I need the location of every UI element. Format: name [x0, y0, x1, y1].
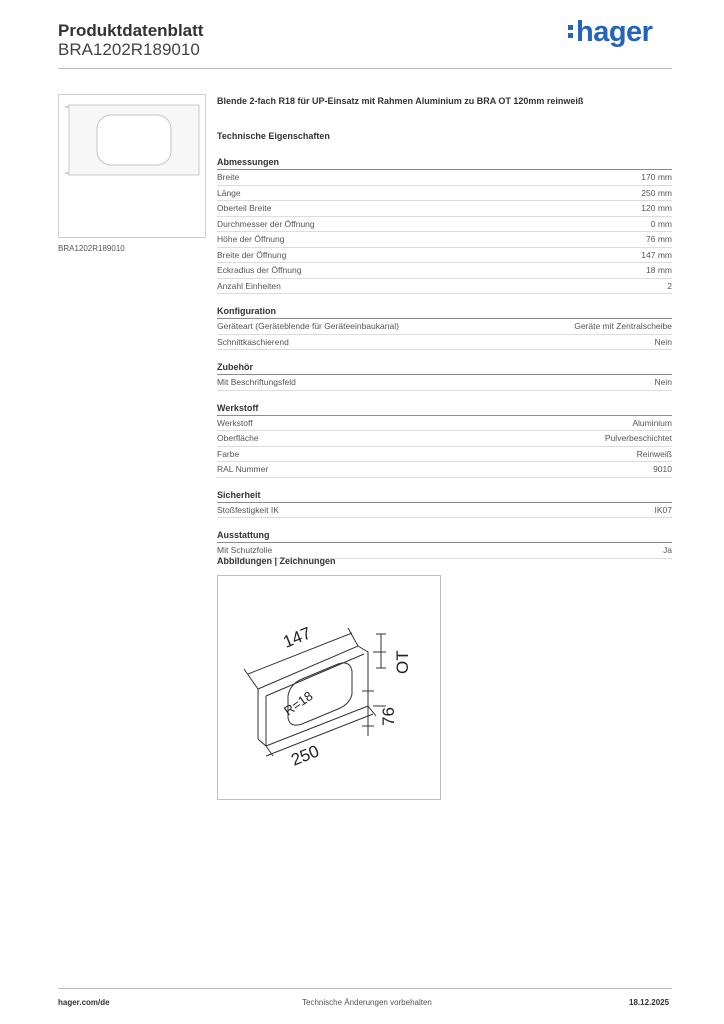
- product-code: BRA1202R189010: [58, 40, 200, 59]
- specs-table: [217, 155, 672, 569]
- spec-row: [217, 416, 672, 432]
- spec-row: [217, 431, 672, 447]
- spec-row: [217, 170, 672, 186]
- spec-section: [217, 401, 672, 478]
- footer-divider: [58, 988, 672, 989]
- spec-section: [217, 360, 672, 391]
- spec-section-title: Sicherheit: [217, 488, 672, 503]
- spec-label: Oberfläche: [217, 433, 259, 443]
- spec-row: [217, 503, 672, 519]
- spec-value: Nein: [654, 336, 672, 347]
- spec-label: Farbe: [217, 448, 240, 459]
- spec-value: Pulverbeschichtet: [604, 433, 672, 443]
- spec-value: Ja: [663, 545, 672, 555]
- spec-value: 9010: [653, 464, 672, 474]
- dimension-250: 250: [288, 741, 322, 770]
- spec-value: 18 mm: [646, 265, 672, 275]
- spec-value: 2: [667, 280, 672, 291]
- images-heading: Abbildungen | Zeichnungen: [217, 556, 336, 566]
- dimension-ot: OT: [393, 650, 412, 674]
- dimension-76: 76: [379, 707, 398, 726]
- spec-section: [217, 528, 672, 559]
- spec-row: [217, 186, 672, 202]
- spec-value: Reinweiß: [636, 448, 672, 459]
- spec-label: Länge: [217, 187, 241, 198]
- spec-value: Nein: [654, 377, 672, 387]
- spec-row: [217, 335, 672, 351]
- technical-drawing: [217, 575, 441, 800]
- logo-wordmark: hager: [576, 16, 653, 48]
- dimension-radius: R=18: [281, 688, 316, 719]
- spec-section-title: Ausstattung: [217, 528, 672, 543]
- spec-label: Breite: [217, 172, 240, 182]
- footer-notice: Technische Änderungen vorbehalten: [302, 998, 432, 1007]
- specs-heading: Technische Eigenschaften: [217, 131, 330, 141]
- header-divider: [58, 68, 672, 69]
- spec-label: Schnittkaschierend: [217, 336, 289, 347]
- spec-row: [217, 232, 672, 248]
- logo-dots-icon: [568, 22, 573, 41]
- spec-value: 0 mm: [650, 218, 672, 229]
- spec-section-title: Abmessungen: [217, 155, 672, 170]
- spec-label: Anzahl Einheiten: [217, 280, 281, 291]
- product-image-caption: BRA1202R189010: [58, 244, 125, 253]
- spec-label: Mit Beschriftungsfeld: [217, 377, 296, 387]
- spec-row: [217, 263, 672, 279]
- spec-value: IK07: [654, 504, 672, 515]
- spec-row: [217, 462, 672, 478]
- spec-label: Mit Schutzfolie: [217, 545, 273, 555]
- spec-value: 76 mm: [646, 234, 672, 244]
- spec-label: Durchmesser der Öffnung: [217, 218, 315, 229]
- spec-section-title: Konfiguration: [217, 304, 672, 319]
- spec-value: 147 mm: [641, 249, 672, 260]
- spec-label: RAL Nummer: [217, 464, 269, 474]
- spec-row: [217, 319, 672, 335]
- spec-row: [217, 375, 672, 391]
- spec-section: [217, 304, 672, 350]
- spec-row: [217, 217, 672, 233]
- spec-row: [217, 447, 672, 463]
- spec-row: [217, 279, 672, 295]
- spec-label: Höhe der Öffnung: [217, 234, 285, 244]
- footer-date: 18.12.2025: [629, 998, 670, 1007]
- spec-label: Oberteil Breite: [217, 203, 272, 213]
- product-image: [58, 94, 206, 238]
- spec-section-title: Werkstoff: [217, 401, 672, 416]
- spec-value: Aluminium: [632, 417, 672, 428]
- spec-value: 120 mm: [641, 203, 672, 213]
- spec-section: [217, 488, 672, 519]
- hager-logo: [568, 16, 652, 49]
- spec-label: Stoßfestigkeit IK: [217, 504, 279, 515]
- dimension-147: 147: [280, 623, 314, 652]
- spec-row: [217, 248, 672, 264]
- spec-row: [217, 201, 672, 217]
- spec-label: Eckradius der Öffnung: [217, 265, 302, 275]
- document-title: Produktdatenblatt: [58, 21, 204, 40]
- spec-value: 250 mm: [641, 187, 672, 198]
- spec-label: Geräteart (Geräteblende für Geräteeinbaukanal): [217, 321, 399, 331]
- spec-label: Breite der Öffnung: [217, 249, 287, 260]
- spec-value: Geräte mit Zentralscheibe: [574, 321, 672, 331]
- spec-section: [217, 155, 672, 294]
- product-description: Blende 2-fach R18 für UP-Einsatz mit Rahmen Aluminium zu BRA OT 120mm reinweiß: [217, 96, 584, 106]
- spec-label: Werkstoff: [217, 417, 253, 428]
- footer-website-link[interactable]: hager.com/de: [58, 998, 110, 1007]
- spec-value: 170 mm: [641, 172, 672, 182]
- spec-section-title: Zubehör: [217, 360, 672, 375]
